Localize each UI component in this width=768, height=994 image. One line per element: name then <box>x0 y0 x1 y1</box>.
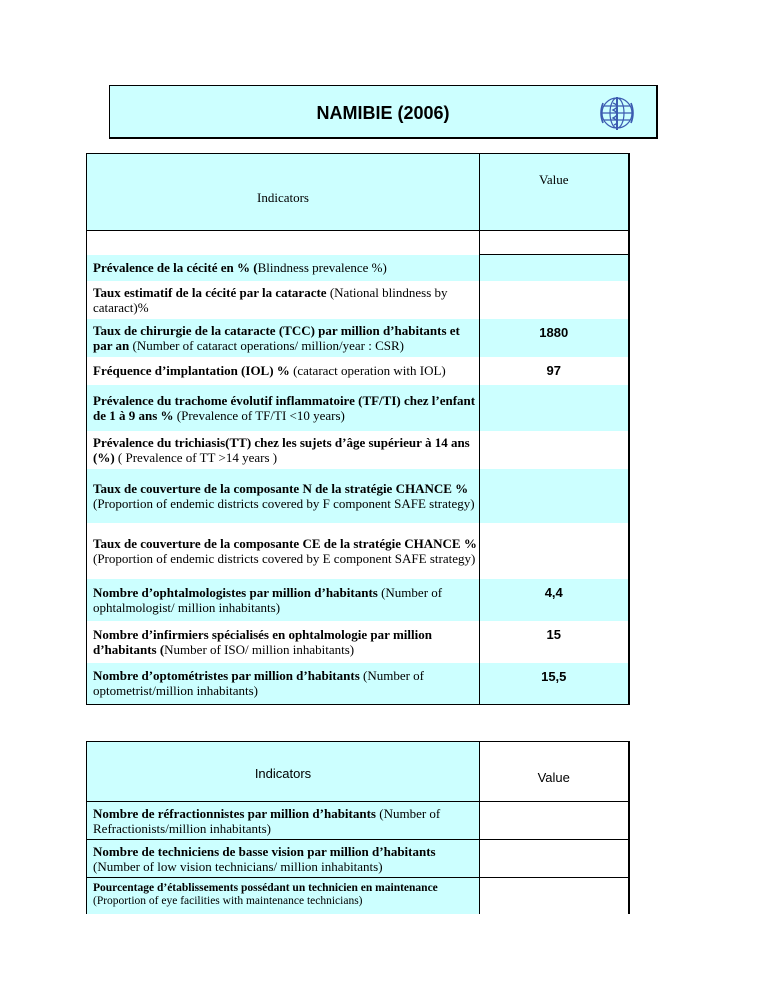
indicator-cell: Taux de chirurgie de la cataracte (TCC) par million d’habitants et par an (Number of cataract operations/ million/year : CSR) <box>87 319 480 357</box>
table-row <box>87 579 629 621</box>
table-row <box>87 621 629 663</box>
value-cell <box>480 255 629 281</box>
indicator-cell: Prévalence de la cécité en % (Blindness prevalence %) <box>87 255 480 281</box>
table-row <box>87 840 629 878</box>
table-row <box>87 663 629 705</box>
indicator-cell: Fréquence d’implantation (IOL) % (cataract operation with IOL) <box>87 357 480 385</box>
table-row <box>87 385 629 431</box>
indicator-cell: Taux estimatif de la cécité par la cataracte (National blindness by cataract)% <box>87 281 480 319</box>
value-cell <box>480 469 629 523</box>
indicator-cell: Taux de couverture de la composante CE de la stratégie CHANCE %(Proportion of endemic districts covered by E component SAFE strategy) <box>87 523 480 579</box>
who-emblem-icon <box>597 93 637 133</box>
table-row <box>87 281 629 319</box>
header-indicators: Indicators <box>87 154 480 231</box>
indicators-table <box>86 153 630 705</box>
table-row <box>87 878 629 914</box>
page-title: NAMIBIE (2006) <box>316 103 450 123</box>
table-row <box>87 255 629 281</box>
table-row <box>87 357 629 385</box>
indicator-cell: Nombre de techniciens de basse vision par million d’habitants (Number of low vision technicians/ million inhabitants) <box>87 840 480 878</box>
indicator-cell: Nombre d’infirmiers spécialisés en ophtalmologie par million d’habitants (Number of ISO/ million inhabitants) <box>87 621 480 663</box>
value-cell: 15,5 <box>480 663 629 705</box>
table-row <box>87 523 629 579</box>
indicator-cell: Prévalence du trachome évolutif inflammatoire (TF/TI) chez l’enfant de 1 à 9 ans % (Prevalence of TF/TI <10 years) <box>87 385 480 431</box>
indicator-cell: Nombre d’optométristes par million d’habitants (Number of optometrist/million inhabitants) <box>87 663 480 705</box>
header-indicators: Indicators <box>87 742 480 802</box>
value-cell: 15 <box>480 621 629 663</box>
value-cell <box>480 840 629 878</box>
indicator-cell: Prévalence du trichiasis(TT) chez les sujets d’âge supérieur à 14 ans (%) ( Prevalence of TT >14 years ) <box>87 431 480 469</box>
table-row <box>87 319 629 357</box>
indicator-cell: Nombre de réfractionnistes par million d’habitants (Number of Refractionists/million inhabitants) <box>87 802 480 840</box>
title-box <box>109 85 658 139</box>
value-cell: 1880 <box>480 319 629 357</box>
value-cell <box>480 878 629 914</box>
value-cell <box>480 281 629 319</box>
indicator-cell: Taux de couverture de la composante N de la stratégie CHANCE %(Proportion of endemic districts covered by F component SAFE strategy) <box>87 469 480 523</box>
table-row <box>87 802 629 840</box>
header-value: Value <box>480 742 629 802</box>
indicators-table-2 <box>86 741 630 914</box>
value-cell: 97 <box>480 357 629 385</box>
table-row <box>87 431 629 469</box>
indicator-cell: Nombre d’ophtalmologistes par million d’habitants (Number of ophtalmologist/ million inhabitants) <box>87 579 480 621</box>
value-cell <box>480 523 629 579</box>
indicator-cell: Pourcentage d’établissements possédant un technicien en maintenance (Proportion of eye facilities with maintenance technicians) <box>87 878 480 914</box>
value-cell <box>480 802 629 840</box>
table-row <box>87 469 629 523</box>
value-cell: 4,4 <box>480 579 629 621</box>
value-cell <box>480 385 629 431</box>
value-cell <box>480 431 629 469</box>
header-value: Value <box>480 154 629 231</box>
